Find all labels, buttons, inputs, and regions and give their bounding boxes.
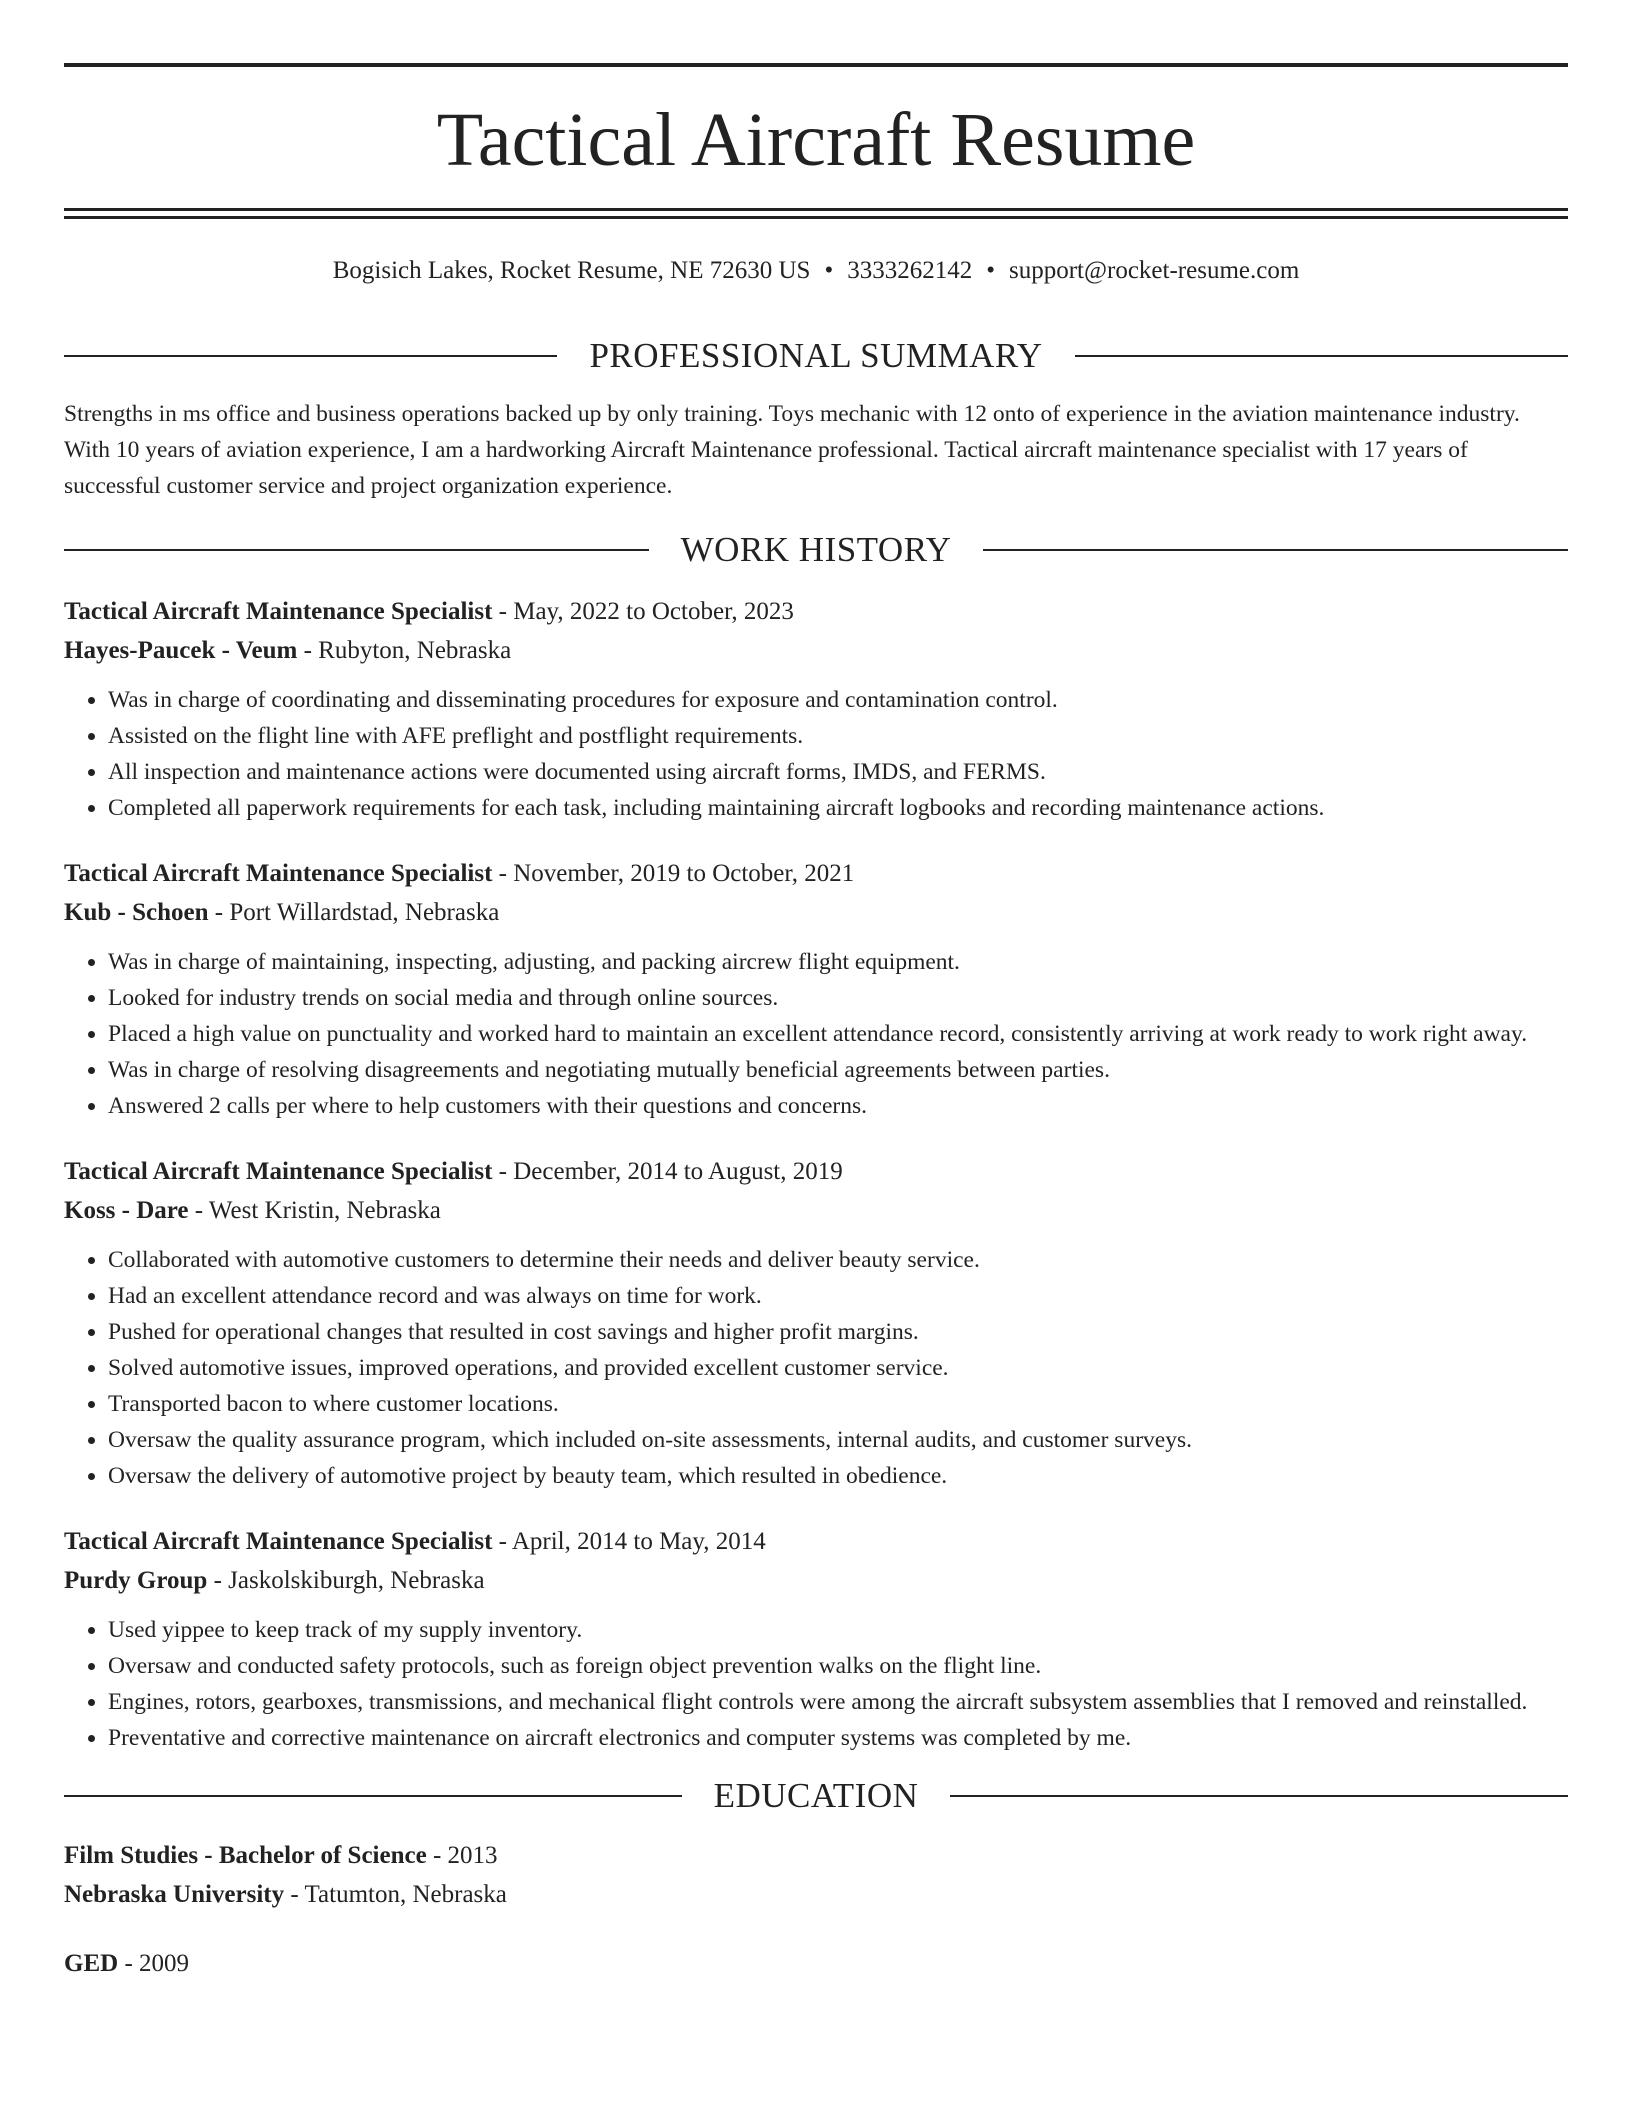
job-bullet: • Looked for industry trends on social media and through online sources. — [108, 980, 1568, 1016]
summary-section-heading — [64, 330, 1568, 382]
contact-separator: • — [986, 257, 995, 284]
title-rule-lower — [64, 216, 1568, 219]
heading-rule-right — [950, 1795, 1568, 1797]
job-bullet-list — [64, 682, 1568, 826]
contact-line — [64, 254, 1568, 288]
heading-rule-left — [64, 1795, 682, 1797]
job-location: Jaskolskiburgh, Nebraska — [228, 1567, 485, 1594]
job-bullet: • Was in charge of resolving disagreements and negotiating mutually beneficial agreements between parties. — [108, 1052, 1568, 1088]
resume-content — [64, 330, 1568, 1983]
job-dates: November, 2019 to October, 2021 — [513, 860, 855, 887]
summary-text: Strengths in ms office and business operations backed up by only training. Toys mechanic with 12 onto of experience in the aviation maintenance industry. With 10 years of aviation experience, I am a hardworking Aircraft Maintenance professional. Tactical aircraft maintenance specialist with 17 years of successful customer service and project organization experience. — [64, 401, 1520, 499]
job-entry — [64, 592, 1568, 826]
education-degree-line: GED - 2009 — [64, 1950, 190, 1977]
job-title-line: Tactical Aircraft Maintenance Specialist - April, 2014 to May, 2014 — [64, 1528, 766, 1555]
education-year: 2009 — [139, 1950, 190, 1977]
job-bullet: • Answered 2 calls per where to help customers with their questions and concerns. — [108, 1088, 1568, 1124]
job-bullet-list — [64, 1612, 1568, 1756]
contact-email: support@rocket-resume.com — [1008, 257, 1300, 284]
title-rule-upper — [64, 208, 1568, 211]
job-bullet: • Oversaw and conducted safety protocols, such as foreign object prevention walks on the flight line. — [108, 1648, 1568, 1684]
education-year: 2013 — [447, 1842, 498, 1869]
heading-rule-left — [64, 355, 557, 357]
job-bullet: • Oversaw the delivery of automotive project by beauty team, which resulted in obedience. — [108, 1458, 1568, 1494]
job-title-line: Tactical Aircraft Maintenance Specialist - May, 2022 to October, 2023 — [64, 598, 794, 625]
job-bullet: • Transported bacon to where customer locations. — [108, 1386, 1568, 1422]
job-company-line: Koss - Dare - West Kristin, Nebraska — [64, 1197, 441, 1224]
education-list — [64, 1836, 1568, 1983]
job-company-line: Hayes-Paucek - Veum - Rubyton, Nebraska — [64, 637, 512, 664]
education-school-line: Nebraska University - Tatumton, Nebraska — [64, 1881, 507, 1908]
heading-rule-right — [983, 549, 1568, 551]
education-degree: GED — [64, 1950, 119, 1977]
education-heading-label: EDUCATION — [713, 1776, 919, 1815]
job-company-line: Kub - Schoen - Port Willardstad, Nebraska — [64, 899, 500, 926]
job-bullet: • Completed all paperwork requirements for each task, including maintaining aircraft logbooks and recording maintenance actions. — [108, 790, 1568, 826]
job-title-line: Tactical Aircraft Maintenance Specialist - November, 2019 to October, 2021 — [64, 860, 855, 887]
job-bullet-list — [64, 944, 1568, 1124]
job-dates: May, 2022 to October, 2023 — [513, 598, 794, 625]
job-company: Purdy Group — [64, 1567, 208, 1594]
job-title: Tactical Aircraft Maintenance Specialist — [64, 1158, 493, 1185]
job-bullet: • All inspection and maintenance actions were documented using aircraft forms, IMDS, and FERMS. — [108, 754, 1568, 790]
education-entry — [64, 1836, 1568, 1914]
job-title-line: Tactical Aircraft Maintenance Specialist - December, 2014 to August, 2019 — [64, 1158, 843, 1185]
job-bullet: • Engines, rotors, gearboxes, transmissions, and mechanical flight controls were among the aircraft subsystem assemblies that I removed and reinstalled. — [108, 1684, 1568, 1720]
job-entry — [64, 1522, 1568, 1756]
job-dates: April, 2014 to May, 2014 — [511, 1528, 766, 1555]
job-location: Port Willardstad, Nebraska — [229, 899, 500, 926]
job-company: Hayes-Paucek - Veum — [64, 637, 298, 664]
heading-rule-right — [1075, 355, 1568, 357]
job-company: Koss - Dare — [64, 1197, 189, 1224]
work-section-heading — [64, 524, 1568, 576]
job-title: Tactical Aircraft Maintenance Specialist — [64, 1528, 493, 1555]
job-bullet: • Was in charge of maintaining, inspecting, adjusting, and packing aircrew flight equipment. — [108, 944, 1568, 980]
job-bullet: • Placed a high value on punctuality and worked hard to maintain an excellent attendance record, consistently arriving at work ready to work right away. — [108, 1016, 1568, 1052]
summary-heading-label: PROFESSIONAL SUMMARY — [589, 336, 1043, 375]
contact-address: Bogisich Lakes, Rocket Resume, NE 72630 US — [332, 257, 811, 284]
job-bullet: • Collaborated with automotive customers to determine their needs and deliver beauty service. — [108, 1242, 1568, 1278]
top-rule — [64, 63, 1568, 67]
work-heading-label: WORK HISTORY — [680, 530, 952, 569]
job-dates: December, 2014 to August, 2019 — [513, 1158, 843, 1185]
job-bullet: • Used yippee to keep track of my supply inventory. — [108, 1612, 1568, 1648]
job-entry — [64, 854, 1568, 1124]
education-school: Nebraska University — [64, 1881, 285, 1908]
job-title: Tactical Aircraft Maintenance Specialist — [64, 598, 493, 625]
education-degree: Film Studies - Bachelor of Science — [64, 1842, 427, 1869]
resume-title: Tactical Aircraft Resume — [436, 98, 1196, 182]
work-history-list — [64, 592, 1568, 1756]
education-section-heading — [64, 1770, 1568, 1822]
contact-phone: 3333262142 — [847, 257, 973, 284]
job-company-line: Purdy Group - Jaskolskiburgh, Nebraska — [64, 1567, 485, 1594]
contact-separator: • — [824, 257, 834, 284]
job-bullet-list — [64, 1242, 1568, 1494]
job-bullet: • Was in charge of coordinating and disseminating procedures for exposure and contamination control. — [108, 682, 1568, 718]
job-bullet: • Had an excellent attendance record and was always on time for work. — [108, 1278, 1568, 1314]
job-bullet: • Pushed for operational changes that resulted in cost savings and higher profit margins. — [108, 1314, 1568, 1350]
job-bullet: • Assisted on the flight line with AFE preflight and postflight requirements. — [108, 718, 1568, 754]
education-location: Tatumton, Nebraska — [304, 1881, 507, 1908]
job-title: Tactical Aircraft Maintenance Specialist — [64, 860, 493, 887]
job-bullet: • Preventative and corrective maintenance on aircraft electronics and computer systems was completed by me. — [108, 1720, 1568, 1756]
job-location: Rubyton, Nebraska — [318, 637, 512, 664]
job-entry — [64, 1152, 1568, 1494]
job-bullet: • Oversaw the quality assurance program, which included on-site assessments, internal audits, and customer surveys. — [108, 1422, 1568, 1458]
job-location: West Kristin, Nebraska — [208, 1197, 441, 1224]
heading-rule-left — [64, 549, 649, 551]
education-degree-line: Film Studies - Bachelor of Science - 2013 — [64, 1842, 498, 1869]
job-company: Kub - Schoen — [64, 899, 209, 926]
job-bullet: • Solved automotive issues, improved operations, and provided excellent customer service. — [108, 1350, 1568, 1386]
education-entry — [64, 1944, 1568, 1983]
